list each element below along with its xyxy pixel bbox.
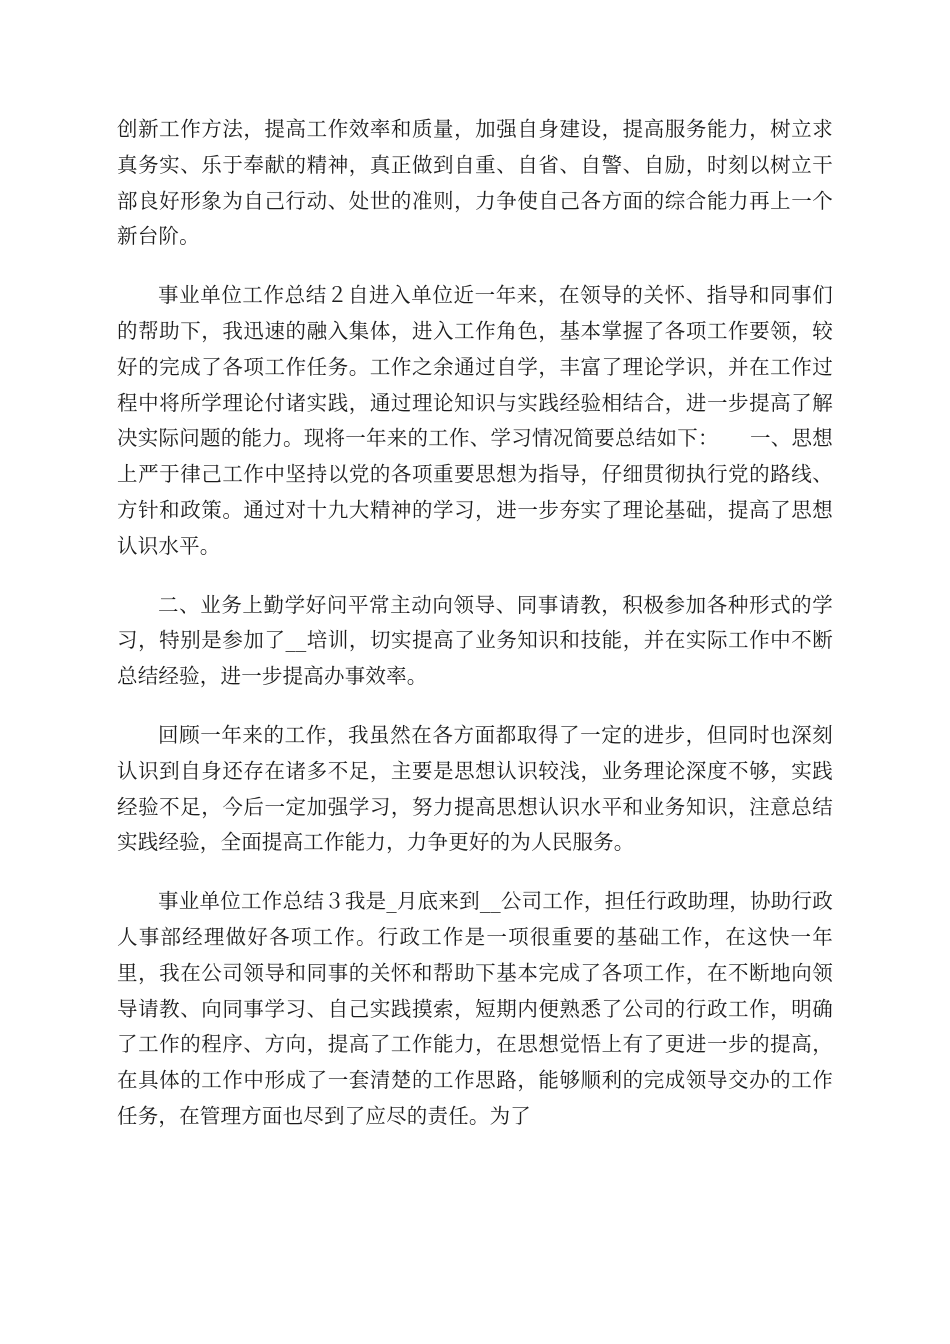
paragraph-review: 回顾一年来的工作，我虽然在各方面都取得了一定的进步，但同时也深刻认识到自身还存在诸多不足，主要是思想认识较浅，业务理论深度不够，实践经验不足，今后一定加强学习，努力提高思想认识水平和业务知识，注意总结实践经验，全面提高工作能力，力争更好的为人民服务。 (117, 722, 833, 855)
paragraph-business-study: 二、业务上勤学好问平常主动向领导、同事请教，积极参加各种形式的学习，特别是参加了__培训，切实提高了业务知识和技能，并在实际工作中不断总结经验，进一步提高办事效率。 (117, 592, 833, 689)
paragraph-summary-2: 事业单位工作总结２自进入单位近一年来，在领导的关怀、指导和同事们的帮助下，我迅速的融入集体，进入工作角色，基本掌握了各项工作要领，较好的完成了各项工作任务。工作之余通过自学，丰富了理论学识，并在工作过程中将所学理论付诸实践，通过理论知识与实践经验相结合，进一步提高了解决实际问题的能力。现将一年来的工作、学习情况简要总结如下： 一、思想上严于律己工作中坚持以党的各项重要思想为指导，仔细贯彻执行党的路线、方针和政策。通过对十九大精神的学习，进一步夯实了理论基础，提高了思想认识水平。 (117, 283, 833, 558)
document-body (117, 112, 833, 1158)
paragraph-summary-3: 事业单位工作总结３我是_月底来到__公司工作，担任行政助理，协助行政人事部经理做好各项工作。行政工作是一项很重要的基础工作，在这快一年里，我在公司领导和同事的关怀和帮助下基本完成了各项工作，在不断地向领导请教、向同事学习、自己实践摸索，短期内便熟悉了公司的行政工作，明确了工作的程序、方向，提高了工作能力，在思想觉悟上有了更进一步的提高，在具体的工作中形成了一套清楚的工作思路，能够顺利的完成领导交办的工作任务，在管理方面也尽到了应尽的责任。为了 (117, 889, 833, 1128)
paragraph-continuation: 创新工作方法，提高工作效率和质量，加强自身建设，提高服务能力，树立求真务实、乐于奉献的精神，真正做到自重、自省、自警、自励，时刻以树立干部良好形象为自己行动、处世的准则，力争使自己各方面的综合能力再上一个新台阶。 (117, 117, 833, 249)
